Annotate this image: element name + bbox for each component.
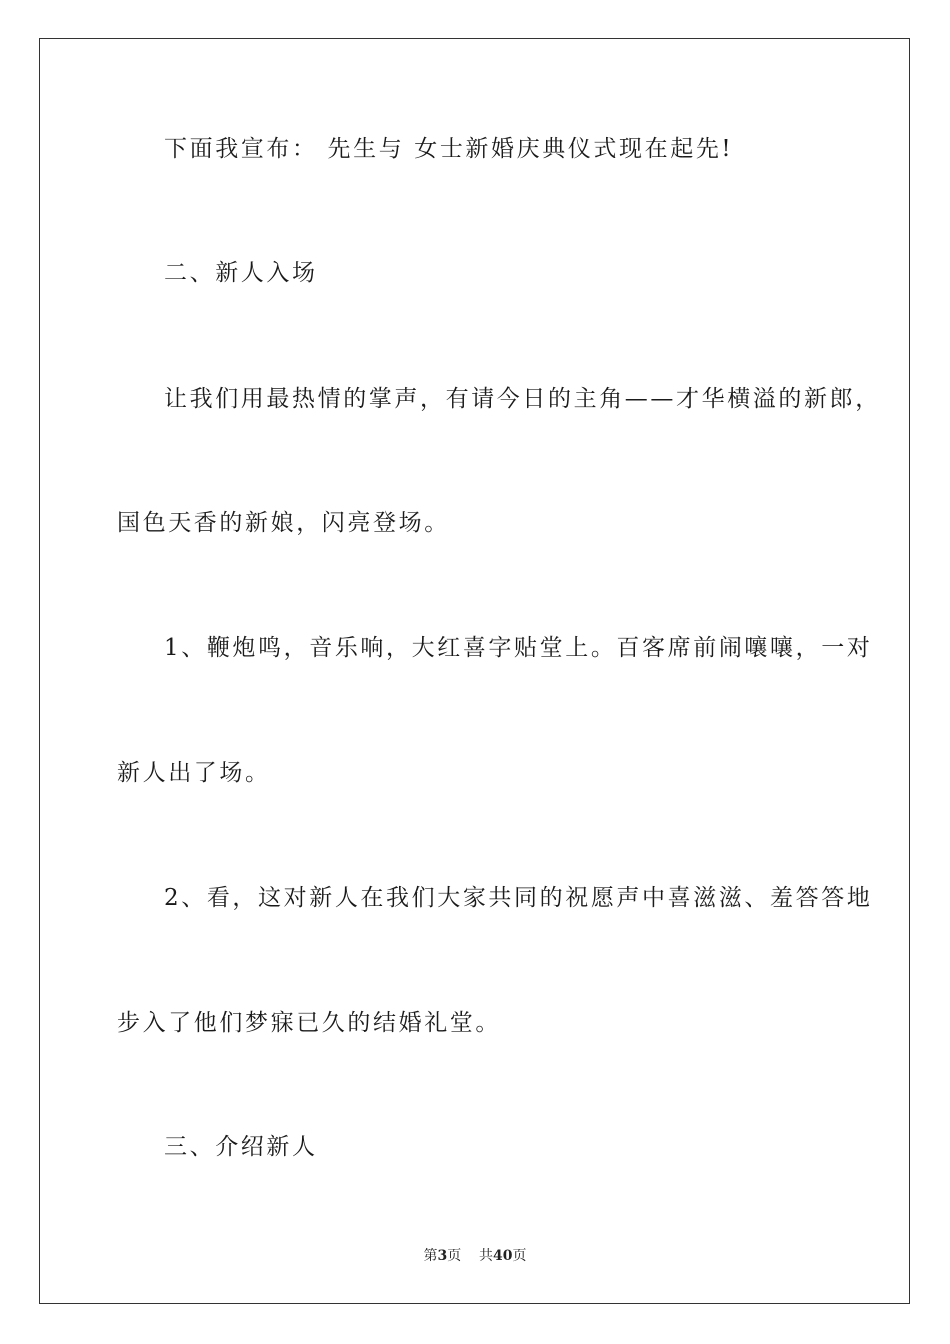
footer-total-suffix: 页 bbox=[512, 1248, 527, 1264]
footer-page-prefix: 第 bbox=[423, 1248, 438, 1264]
text-line-applause: 让我们用最热情的掌声，有请今日的主角——才华横溢的新郎， bbox=[164, 386, 881, 412]
page-footer bbox=[0, 1246, 950, 1266]
footer-total-prefix: 共 bbox=[479, 1248, 494, 1264]
text-line-item-1-continued: 新人出了场。 bbox=[117, 760, 271, 786]
page-border bbox=[39, 38, 910, 1304]
text-line-item-2: 2、看，这对新人在我们大家共同的祝愿声中喜滋滋、羞答答地 bbox=[164, 885, 873, 911]
footer-page-suffix: 页 bbox=[447, 1248, 462, 1264]
footer-total-pages: 40 bbox=[493, 1248, 513, 1264]
text-line-item-2-continued: 步入了他们梦寐已久的结婚礼堂。 bbox=[117, 1010, 501, 1036]
text-line-bride-entrance: 国色天香的新娘，闪亮登场。 bbox=[117, 510, 450, 536]
text-line-announcement: 下面我宣布： 先生与 女士新婚庆典仪式现在起先! bbox=[164, 136, 734, 162]
text-line-item-1: 1、鞭炮鸣，音乐响，大红喜字贴堂上。百客席前闹嚷嚷，一对 bbox=[164, 635, 873, 661]
section-heading-new-couple-entrance: 二、新人入场 bbox=[164, 260, 318, 286]
section-heading-introduce-couple: 三、介绍新人 bbox=[164, 1134, 318, 1160]
footer-page-number: 3 bbox=[437, 1248, 448, 1264]
